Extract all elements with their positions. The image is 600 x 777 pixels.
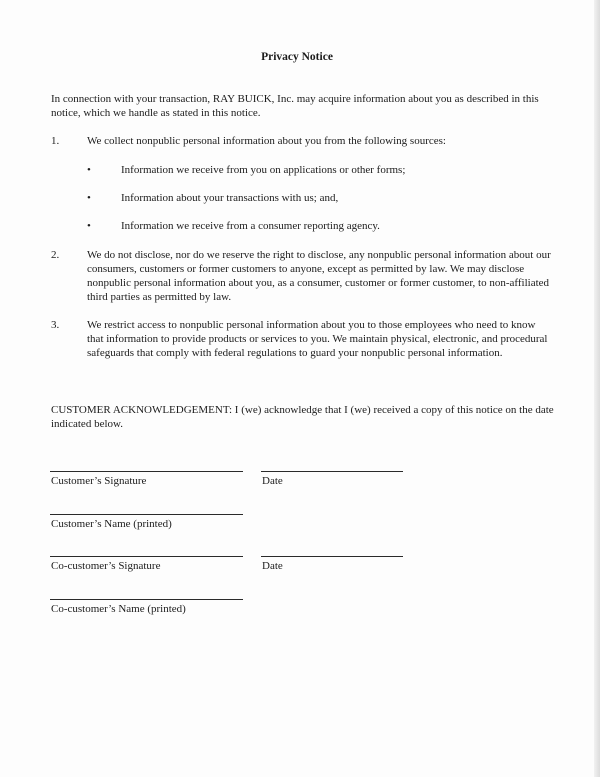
customer-name-line[interactable] [50, 514, 243, 515]
date-line-2[interactable] [261, 556, 403, 557]
bullet-marker: • [87, 192, 91, 204]
bullet-item-consumer-reporting: Information we receive from a consumer reporting agency. [121, 220, 380, 232]
date-label-2: Date [262, 560, 283, 572]
co-customer-signature-line[interactable] [50, 556, 243, 557]
intro-paragraph: In connection with your transaction, RAY BUICK, Inc. may acquire information about you as described in this notice, which we handle as stated in this notice. [51, 93, 539, 119]
item-1-text: We collect nonpublic personal information about you from the following sources: [87, 135, 446, 147]
bullet-marker: • [87, 164, 91, 176]
item-1-number: 1. [51, 135, 60, 147]
item-3-number: 3. [51, 319, 60, 331]
co-customer-signature-label: Co-customer’s Signature [51, 560, 161, 572]
customer-signature-line[interactable] [50, 471, 243, 472]
co-customer-name-label: Co-customer’s Name (printed) [51, 603, 186, 615]
date-label-1: Date [262, 475, 283, 487]
page-title: Privacy Notice [261, 51, 333, 63]
scan-edge-shadow [594, 0, 600, 777]
co-customer-name-line[interactable] [50, 599, 243, 600]
customer-signature-label: Customer’s Signature [51, 475, 147, 487]
item-2-number: 2. [51, 249, 60, 261]
item-3-text: We restrict access to nonpublic personal information about you to those employees who need to know that information to provide products or services to you. We maintain physical, electronic, and procedural safeguards that comply with federal regulations to guard your nonpublic personal information. [87, 319, 548, 359]
date-line-1[interactable] [261, 471, 403, 472]
customer-acknowledgement: CUSTOMER ACKNOWLEDGEMENT: I (we) acknowledge that I (we) received a copy of this notice on the date indicated below. [51, 404, 554, 430]
bullet-item-applications: Information we receive from you on applications or other forms; [121, 164, 406, 176]
bullet-item-transactions: Information about your transactions with us; and, [121, 192, 339, 204]
item-2-text: We do not disclose, nor do we reserve the right to disclose, any nonpublic personal information about our consumers, customers or former customers to anyone, except as permitted by law. We may disclose nonpublic personal information about you, as a consumer, customer or former customer, to non-affiliated third parties as permitted by law. [87, 249, 551, 303]
bullet-marker: • [87, 220, 91, 232]
customer-name-label: Customer’s Name (printed) [51, 518, 172, 530]
